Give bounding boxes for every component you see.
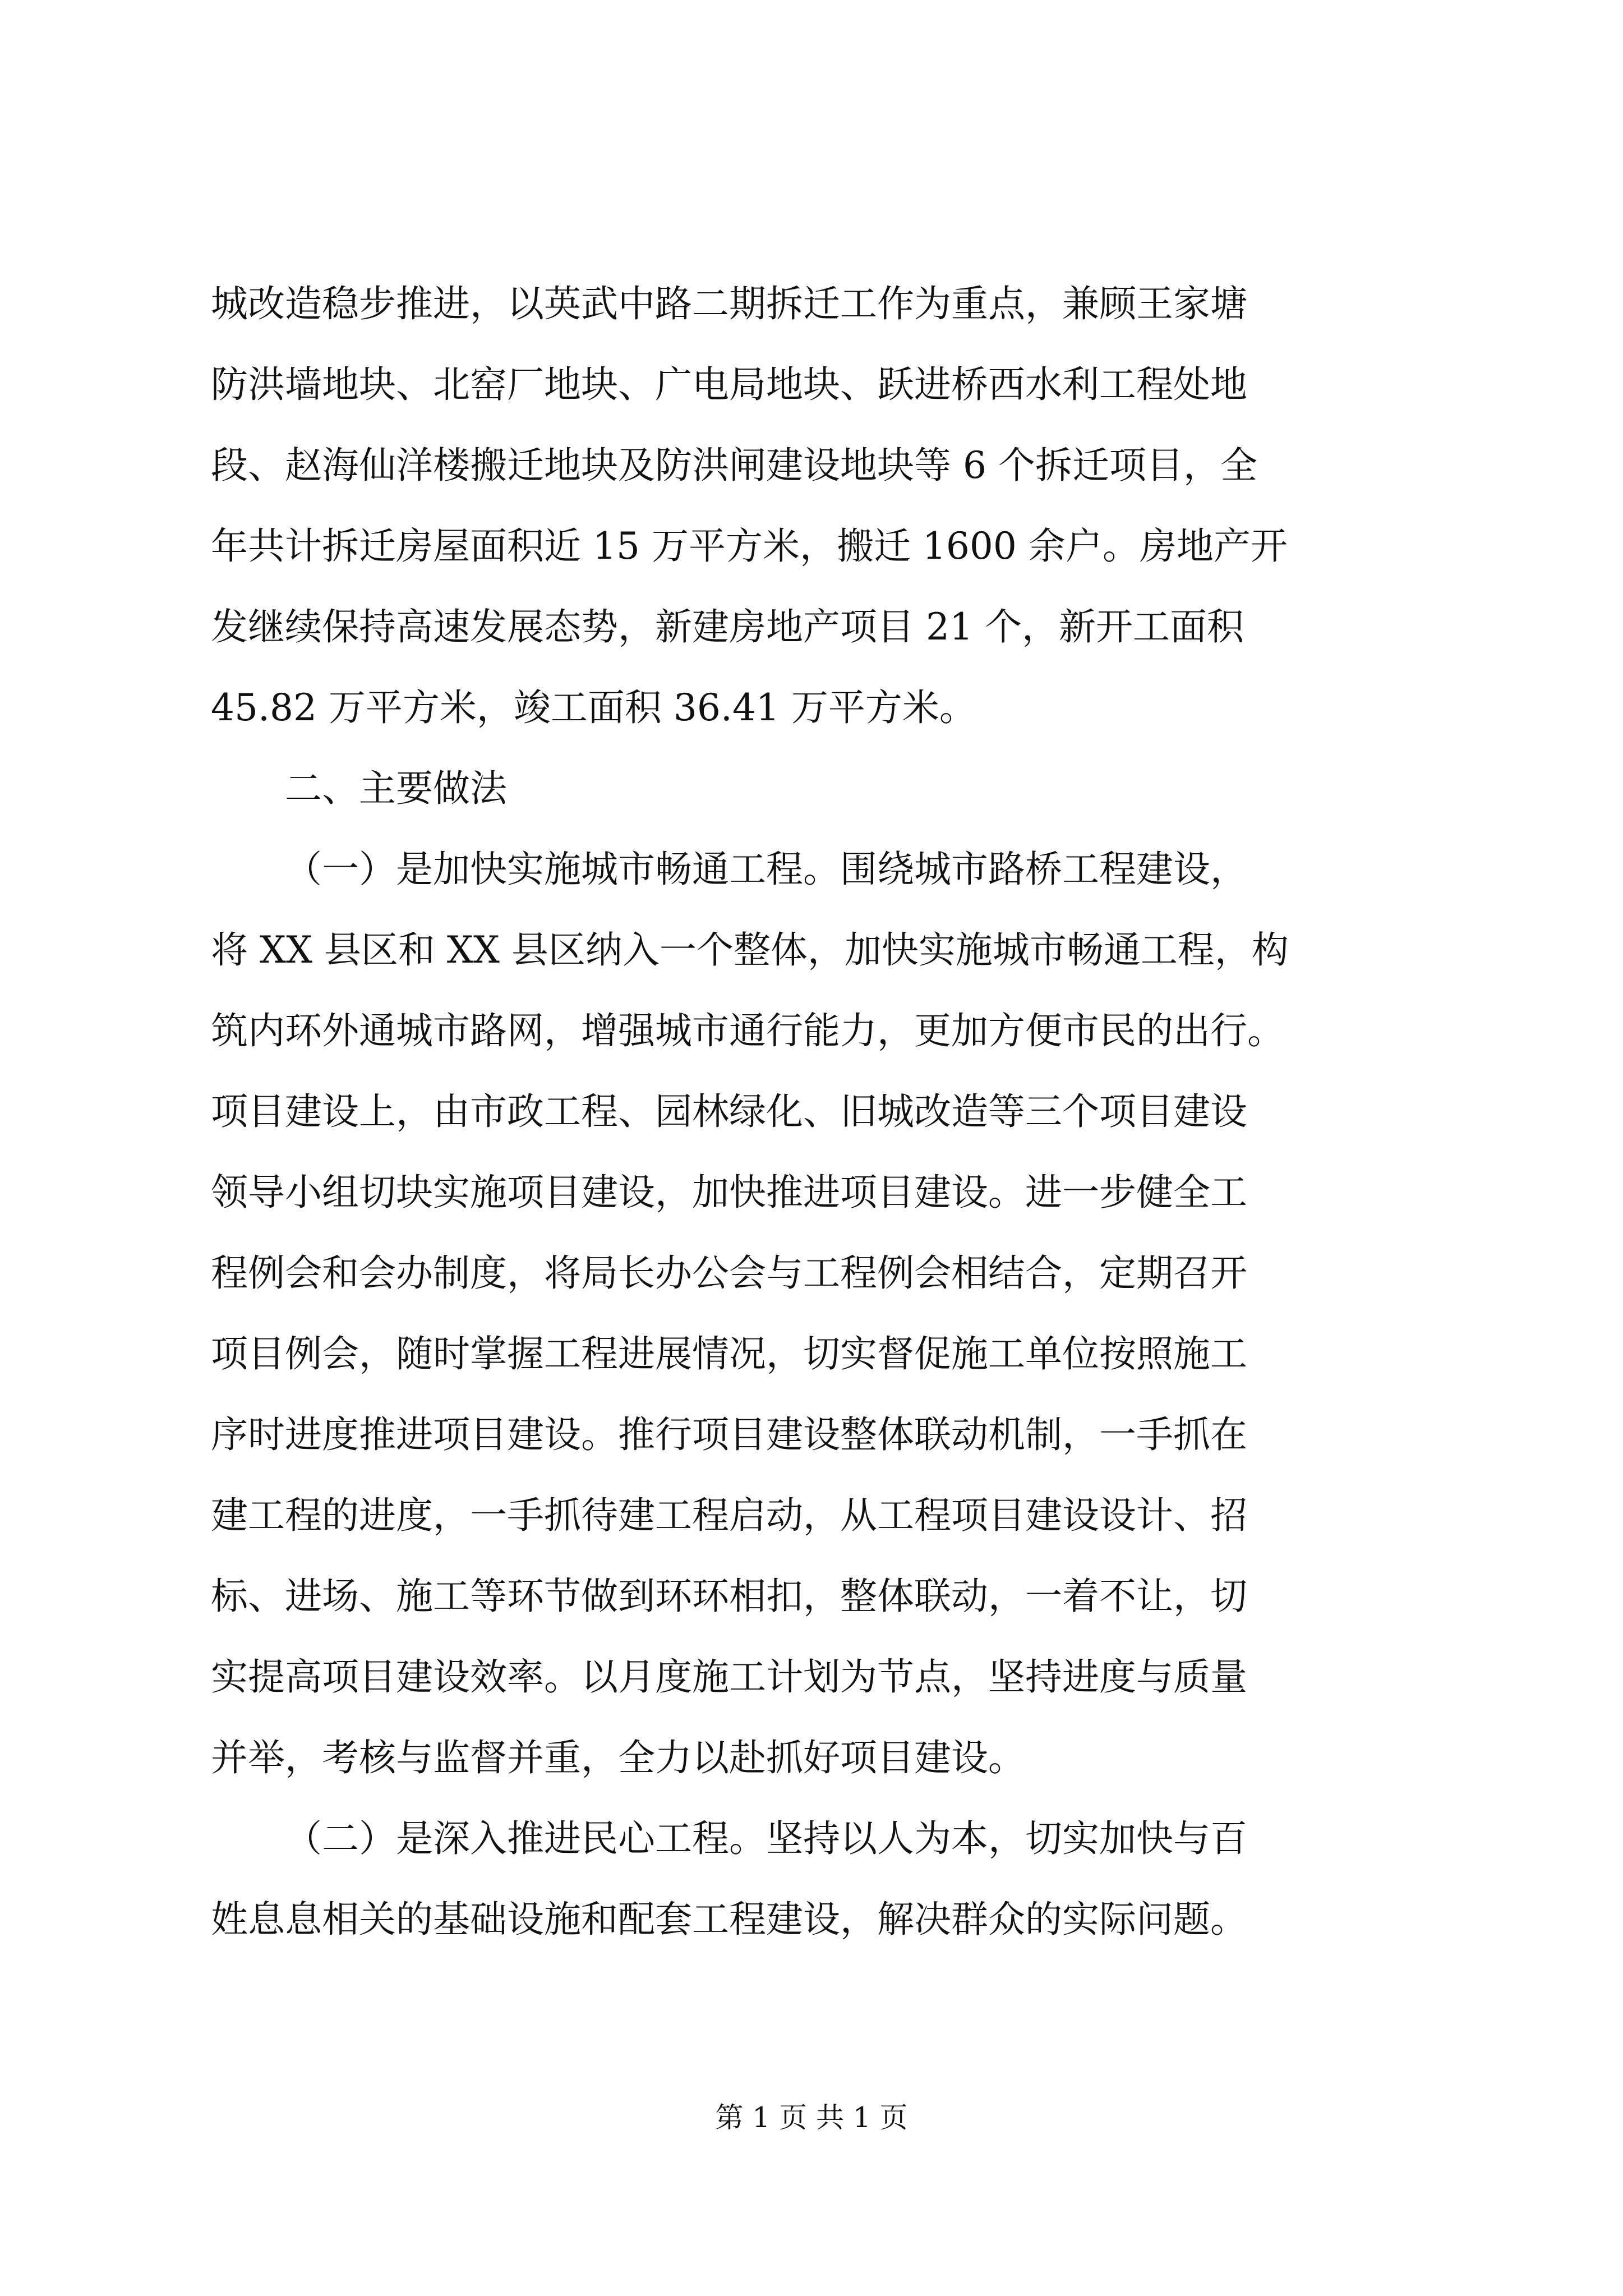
body-line: 标、进场、施工等环节做到环环相扣，整体联动，一着不让，切 [211, 1575, 1247, 1618]
body-line: 发继续保持高速发展态势，新建房地产项目 21 个，新开工面积 [211, 605, 1244, 648]
body-line: 年共计拆迁房屋面积近 15 万平方米，搬迁 1600 余户。房地产开 [211, 524, 1288, 568]
body-line: 序时进度推进项目建设。推行项目建设整体联动机制，一手抓在 [211, 1413, 1247, 1456]
body-line: （二）是深入推进民心工程。坚持以人为本，切实加快与百 [285, 1817, 1247, 1860]
section-heading: 二、主要做法 [285, 767, 507, 810]
body-line: 将 XX 县区和 XX 县区纳入一个整体，加快实施城市畅通工程，构 [211, 928, 1289, 972]
body-line: 防洪墙地块、北窑厂地块、广电局地块、跃进桥西水利工程处地 [211, 363, 1247, 406]
body-line: 筑内环外通城市路网，增强城市通行能力，更加方便市民的出行。 [211, 1009, 1284, 1052]
page-footer: 第 1 页 共 1 页 [715, 2101, 908, 2134]
body-line: 姓息息相关的基础设施和配套工程建设，解决群众的实际问题。 [211, 1898, 1247, 1941]
body-line: 项目建设上，由市政工程、园林绿化、旧城改造等三个项目建设 [211, 1090, 1247, 1133]
body-line: 并举，考核与监督并重，全力以赴抓好项目建设。 [211, 1736, 1025, 1779]
body-line: 段、赵海仙洋楼搬迁地块及防洪闸建设地块等 6 个拆迁项目，全 [211, 444, 1257, 487]
body-line: 建工程的进度，一手抓待建工程启动，从工程项目建设设计、招 [211, 1494, 1247, 1537]
body-line: 程例会和会办制度，将局长办公会与工程例会相结合，定期召开 [211, 1251, 1247, 1295]
body-line: （一）是加快实施城市畅通工程。围绕城市路桥工程建设， [285, 848, 1247, 891]
body-line: 城改造稳步推进，以英武中路二期拆迁工作为重点，兼顾王家塘 [211, 282, 1247, 325]
body-line: 项目例会，随时掌握工程进展情况，切实督促施工单位按照施工 [211, 1332, 1247, 1375]
body-line: 45.82 万平方米，竣工面积 36.41 万平方米。 [211, 686, 976, 729]
body-line: 领导小组切块实施项目建设，加快推进项目建设。进一步健全工 [211, 1171, 1247, 1214]
document-body [211, 264, 1417, 1960]
body-line: 实提高项目建设效率。以月度施工计划为节点，坚持进度与质量 [211, 1655, 1247, 1699]
